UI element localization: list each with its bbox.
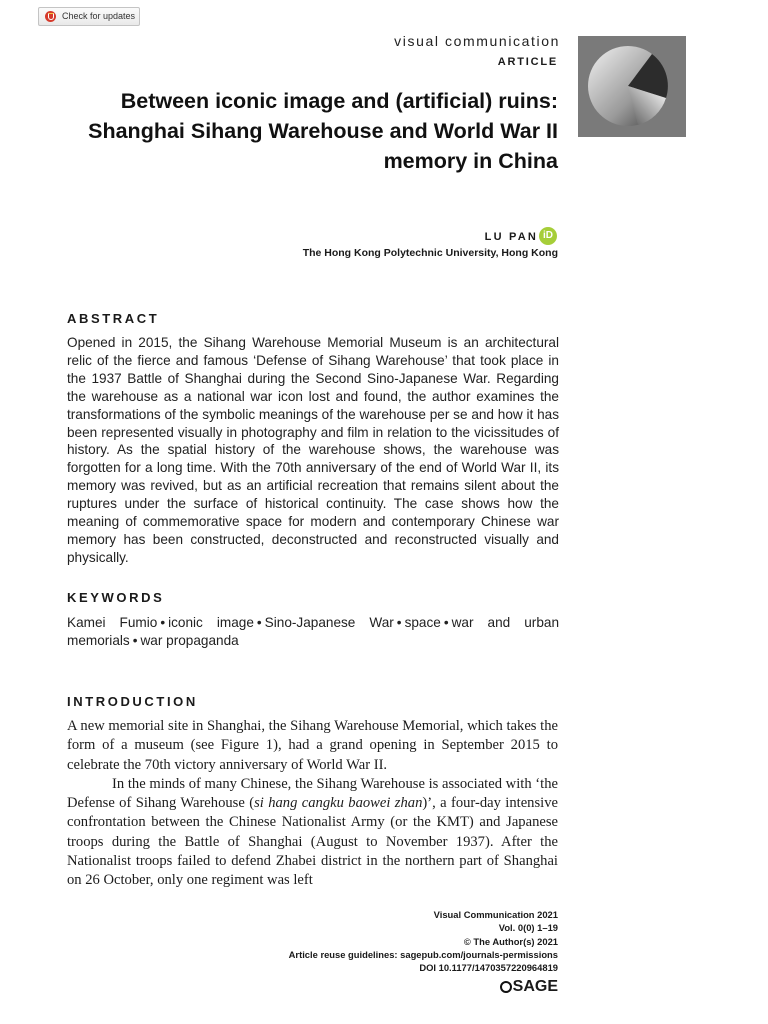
article-title: Between iconic image and (artificial) ruins: Shanghai Sihang Warehouse and World War II memory in China (88, 89, 558, 173)
keywords-heading: KEYWORDS (67, 590, 165, 605)
paragraph-text: In the minds of many Chinese, the Sihang Warehouse is associated with ‘the Defense of Sihang Warehouse ( (67, 775, 558, 812)
keyword[interactable]: iconic image (168, 615, 254, 630)
sage-ring-icon (500, 981, 512, 993)
keyword-separator: • (160, 615, 166, 630)
keyword-separator: • (132, 632, 138, 648)
abstract-text: Opened in 2015, the Sihang Warehouse Memorial Museum is an architectural relic of the fierce and famous ‘Defense of Sihang Warehouse’ that took place in the 1937 Battle of Shanghai during the Second Sino-Japanese War. Regarding the warehouse as a national war icon lost and found, the author examines the transformations of the symbolic meanings of the warehouse per se and how it has been represented visually in photography and film in relation to the vicissitudes of history. As the spatial history of the warehouse shows, the warehouse was forgotten for a long time. With the 70th anniversary of the end of World War II, its memory was revived, but as an artificial recreation that remains silent about the ruptures under the surface of historical continuity. The case shows how the meaning of commemorative space for modern and contemporary Chinese war memory has been constructed, deconstructed and reconstructed visually and physically. (67, 335, 559, 565)
keyword-separator: • (396, 615, 402, 630)
crossmark-icon (45, 11, 56, 22)
footer-volume: Vol. 0(0) 1–19 (498, 922, 558, 934)
footer-journal-year: Visual Communication 2021 (433, 909, 558, 920)
author-affiliation: The Hong Kong Polytechnic University, Hong Kong (302, 247, 558, 259)
keyword-separator: • (443, 615, 449, 630)
paragraph-text: )’, a four-day intensive confrontation between the Chinese Nationalist Army (or the KMT) and Japanese troops during the Battle of Shanghai (August to November 1937). After the Nationalist troops failed to defend Zhabei district in the northern part of Shanghai on 26 October, only one regiment was left (67, 795, 558, 889)
introduction-paragraph-2 (67, 775, 558, 891)
footer-doi-link[interactable]: DOI 10.1177/1470357220964819 (419, 962, 558, 974)
keywords-list (67, 614, 559, 650)
introduction-body (67, 717, 558, 891)
keyword[interactable]: space (404, 615, 441, 630)
introduction-heading: INTRODUCTION (67, 694, 198, 709)
publisher-logo (500, 977, 558, 997)
check-for-updates-label: Check for updates (62, 11, 136, 21)
journal-logo (578, 36, 686, 137)
journal-name: visual communication (394, 33, 560, 49)
keyword[interactable]: Sino-Japanese War (264, 615, 394, 630)
citation-footer (289, 908, 558, 974)
footer-reuse-link[interactable]: Article reuse guidelines: sagepub.com/journals-permissions (288, 948, 558, 960)
article-type-label: ARTICLE (497, 56, 558, 68)
keyword[interactable]: Kamei Fumio (67, 615, 158, 630)
abstract-heading: ABSTRACT (67, 311, 160, 326)
footer-copyright: © The Author(s) 2021 (463, 935, 558, 947)
keyword-separator: • (256, 615, 262, 630)
keyword[interactable]: war and urban memorials (67, 615, 560, 648)
journal-logo-icon (578, 36, 686, 137)
orcid-icon[interactable]: iD (539, 227, 557, 245)
keyword[interactable]: war propaganda (140, 632, 239, 648)
author-name: LU PAN (484, 231, 538, 243)
publisher-name: SAGE (512, 978, 558, 995)
introduction-paragraph-1: A new memorial site in Shanghai, the Sihang Warehouse Memorial, which takes the form of a museum (see Figure 1), had a grand opening in September 2015 to celebrate the 70th victory anniversary of World War II. (67, 718, 558, 773)
italic-term: si hang cangku baowei zhan (254, 795, 423, 812)
check-for-updates-button[interactable] (38, 7, 140, 26)
